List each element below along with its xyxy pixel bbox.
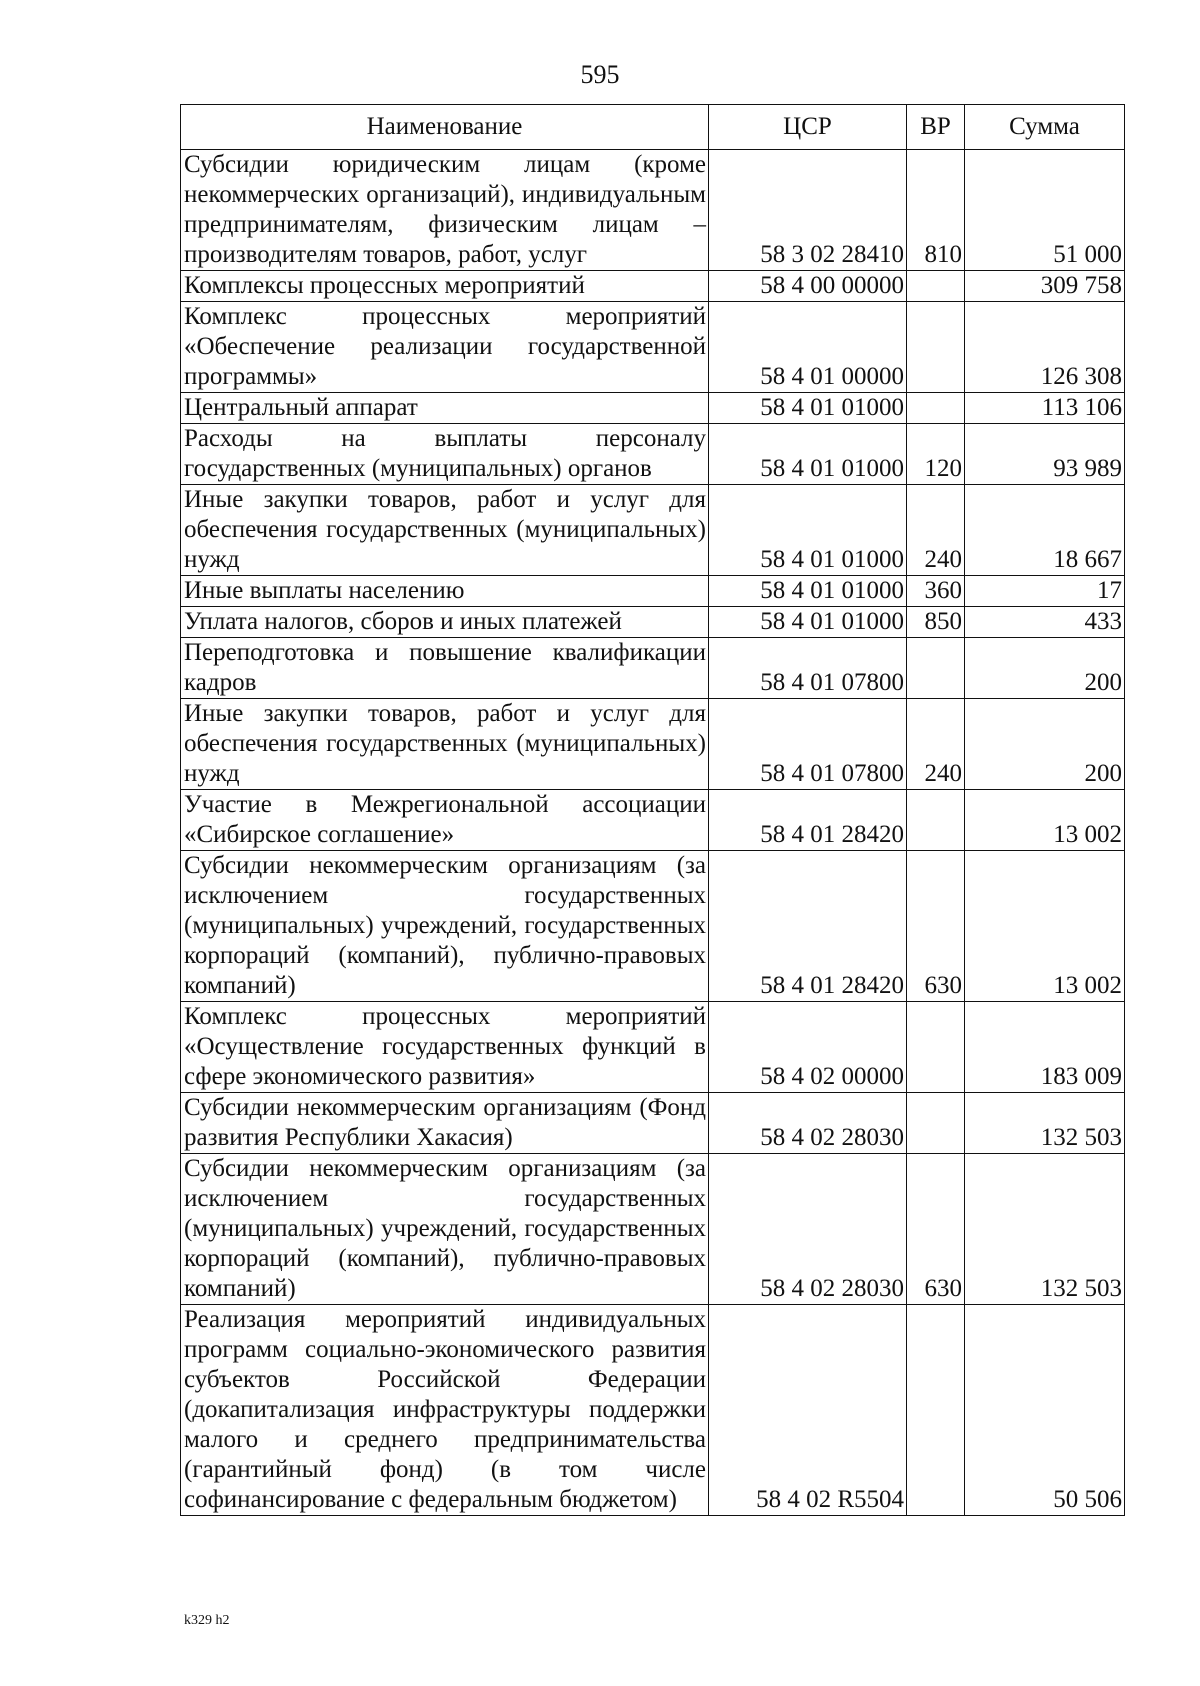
row-name: Участие в Межрегиональной ассоциации «Сибирское соглашение» xyxy=(181,790,709,851)
header-csr: ЦСР xyxy=(709,105,907,150)
row-sum: 433 xyxy=(965,607,1125,638)
row-csr: 58 4 01 00000 xyxy=(709,302,907,393)
row-vr xyxy=(907,393,965,424)
table-row xyxy=(181,1093,1125,1154)
table-row xyxy=(181,302,1125,393)
row-name: Иные закупки товаров, работ и услуг для обеспечения государственных (муниципальных) нужд xyxy=(181,699,709,790)
row-sum: 93 989 xyxy=(965,424,1125,485)
row-name: Центральный аппарат xyxy=(181,393,709,424)
row-vr: 850 xyxy=(907,607,965,638)
page-number: 595 xyxy=(580,60,620,89)
table-row xyxy=(181,393,1125,424)
row-csr: 58 4 01 01000 xyxy=(709,393,907,424)
row-sum: 200 xyxy=(965,638,1125,699)
row-csr: 58 4 02 R5504 xyxy=(709,1305,907,1516)
row-csr: 58 4 02 00000 xyxy=(709,1002,907,1093)
row-csr: 58 4 01 01000 xyxy=(709,424,907,485)
row-vr xyxy=(907,1093,965,1154)
row-csr: 58 4 01 01000 xyxy=(709,576,907,607)
row-sum: 51 000 xyxy=(965,150,1125,271)
row-name: Уплата налогов, сборов и иных платежей xyxy=(181,607,709,638)
row-vr: 240 xyxy=(907,485,965,576)
row-sum: 13 002 xyxy=(965,851,1125,1002)
row-name: Расходы на выплаты персоналу государственных (муниципальных) органов xyxy=(181,424,709,485)
table-row xyxy=(181,1154,1125,1305)
row-sum: 113 106 xyxy=(965,393,1125,424)
table-row xyxy=(181,607,1125,638)
row-sum: 183 009 xyxy=(965,1002,1125,1093)
row-vr xyxy=(907,1002,965,1093)
row-vr xyxy=(907,790,965,851)
table-row xyxy=(181,851,1125,1002)
footer-code: k329 h2 xyxy=(184,1613,230,1628)
row-vr: 630 xyxy=(907,1154,965,1305)
table-row xyxy=(181,1002,1125,1093)
table-row xyxy=(181,485,1125,576)
row-csr: 58 4 02 28030 xyxy=(709,1154,907,1305)
table-row xyxy=(181,576,1125,607)
row-sum: 50 506 xyxy=(965,1305,1125,1516)
row-csr: 58 4 01 07800 xyxy=(709,638,907,699)
row-name: Переподготовка и повышение квалификации кадров xyxy=(181,638,709,699)
row-vr xyxy=(907,638,965,699)
row-vr xyxy=(907,271,965,302)
table-row xyxy=(181,150,1125,271)
row-name: Иные закупки товаров, работ и услуг для обеспечения государственных (муниципальных) нужд xyxy=(181,485,709,576)
table-row xyxy=(181,271,1125,302)
row-csr: 58 4 01 01000 xyxy=(709,485,907,576)
row-csr: 58 4 00 00000 xyxy=(709,271,907,302)
row-vr xyxy=(907,1305,965,1516)
table-row xyxy=(181,1305,1125,1516)
row-vr: 630 xyxy=(907,851,965,1002)
row-csr: 58 4 01 07800 xyxy=(709,699,907,790)
row-name: Иные выплаты населению xyxy=(181,576,709,607)
row-csr: 58 4 02 28030 xyxy=(709,1093,907,1154)
table-row xyxy=(181,699,1125,790)
row-vr: 120 xyxy=(907,424,965,485)
row-sum: 18 667 xyxy=(965,485,1125,576)
row-csr: 58 4 01 28420 xyxy=(709,790,907,851)
row-csr: 58 4 01 01000 xyxy=(709,607,907,638)
row-sum: 126 308 xyxy=(965,302,1125,393)
row-vr xyxy=(907,302,965,393)
table-row xyxy=(181,790,1125,851)
row-sum: 200 xyxy=(965,699,1125,790)
row-name: Субсидии юридическим лицам (кроме некоммерческих организаций), индивидуальным предпринимателям, физическим лицам – производителям товаров, работ, услуг xyxy=(181,150,709,271)
row-sum: 132 503 xyxy=(965,1154,1125,1305)
row-csr: 58 4 01 28420 xyxy=(709,851,907,1002)
row-vr: 240 xyxy=(907,699,965,790)
header-sum: Сумма xyxy=(965,105,1125,150)
table-row xyxy=(181,424,1125,485)
row-name: Субсидии некоммерческим организациям (за исключением государственных (муниципальных) учреждений, государственных корпораций (компаний), публично-правовых компаний) xyxy=(181,1154,709,1305)
row-name: Реализация мероприятий индивидуальных программ социально-экономического развития субъектов Российской Федерации (докапитализация инфраструктуры поддержки малого и среднего предпринимательства (гарантийный фонд) (в том числе софинансирование с федеральным бюджетом) xyxy=(181,1305,709,1516)
table-header-row xyxy=(181,105,1125,150)
row-name: Комплекс процессных мероприятий «Осуществление государственных функций в сфере экономического развития» xyxy=(181,1002,709,1093)
row-name: Комплекс процессных мероприятий «Обеспечение реализации государственной программы» xyxy=(181,302,709,393)
row-csr: 58 3 02 28410 xyxy=(709,150,907,271)
header-vr: ВР xyxy=(907,105,965,150)
row-name: Комплексы процессных мероприятий xyxy=(181,271,709,302)
table-row xyxy=(181,638,1125,699)
row-name: Субсидии некоммерческим организациям (за исключением государственных (муниципальных) учреждений, государственных корпораций (компаний), публично-правовых компаний) xyxy=(181,851,709,1002)
row-sum: 132 503 xyxy=(965,1093,1125,1154)
row-vr: 360 xyxy=(907,576,965,607)
row-sum: 17 xyxy=(965,576,1125,607)
header-name: Наименование xyxy=(181,105,709,150)
row-vr: 810 xyxy=(907,150,965,271)
row-sum: 13 002 xyxy=(965,790,1125,851)
budget-table xyxy=(180,104,1125,1516)
row-sum: 309 758 xyxy=(965,271,1125,302)
row-name: Субсидии некоммерческим организациям (Фонд развития Республики Хакасия) xyxy=(181,1093,709,1154)
